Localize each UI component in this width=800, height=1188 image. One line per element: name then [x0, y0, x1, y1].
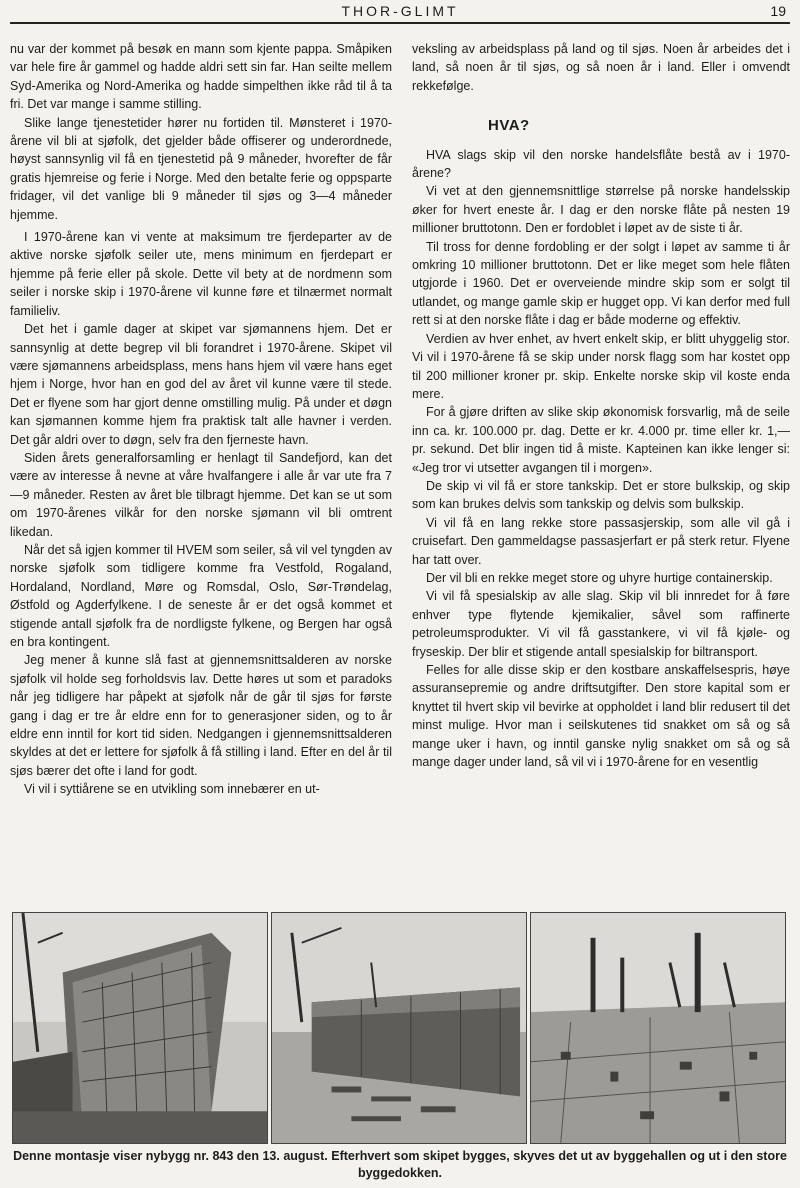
- paragraph: De skip vi vil få er store tankskip. Det er store bulkskip, og skip som kan brukes delvis som tankskip og delvis som bulkskip.: [412, 478, 790, 512]
- paragraph: Verdien av hver enhet, av hvert enkelt skip, er blitt uhyggelig stor. Vi vil i 1970-årene få se skip under norsk flagg som har kostet opp til 200 millioner kroner pr. skip. Enkelte norske skip vil koste enda mere.: [412, 331, 790, 401]
- magazine-title: THOR-GLIMT: [341, 3, 459, 19]
- paragraph: veksling av arbeidsplass på land og til sjøs. Noen år arbeides det i land, så noen år til sjøs, og så noen år i land. Eller i omvendt rekkefølge.: [412, 42, 790, 93]
- paragraph: Vi vil i syttiårene se en utvikling som innebærer en ut-: [24, 782, 320, 797]
- paragraph: I 1970-årene kan vi vente at maksimum tre fjerdeparter av de aktive norske sjøfolk seiler ute, mens minimum en fjerdepart er hjemme på ferie eller på skole. Dette vil bety at de nordmenn som seiler i norske skip i 1970-årene vil kunne føre et tilnærmet normalt familieliv.: [10, 230, 392, 318]
- paragraph: Det het i gamle dager at skipet var sjømannens hjem. Det er sannsynlig at dette begrep vil bli forandret i 1970-årene. Skipet vil være sjømannens arbeidsplass, mens hans hjem vil være hans eget hjem i Norge, hvor han en god del av året vil kunne være til stede. Det er flyene som har gjort denne omstilling mulig. På under et døgn kan sjømannen komme hjem fra praktisk talt alle havner i verden. Det går aldri over to døgn, selv fra den fjerneste havn.: [10, 322, 392, 447]
- paragraph: HVA slags skip vil den norske handelsflåte bestå av i 1970-årene?: [412, 147, 790, 181]
- paragraph: nu var der kommet på besøk en mann som kjente pappa. Småpiken var hele fire år gammel og hadde aldri sett sin far. Han seilte mellem Syd-Amerika og Nord-Amerika og hadde simpelthen ikke råd til å ta fri. Det var mange i samme stilling.: [10, 42, 392, 112]
- right-column: [412, 40, 790, 771]
- photo-building-dock-overview: [530, 912, 786, 1144]
- paragraph: Siden årets generalforsamling er henlagt til Sandefjord, kan det være av interesse å nevne at våre hvalfangere i alle år var ute fra 7—9 måneder. Resten av året ble tilbragt hjemme. Det kan se ut som om 1970-årenes vilkår for den norske sjømann vil bli omtrent likedan.: [10, 450, 392, 539]
- paragraph: Slike lange tjenestetider hører nu fortiden til. Mønsteret i 1970-årene vil bli at sjøfolk, det gjelder både offiserer og underordnede, høyst sannsynlig vil få en tjenestetid på 9 måneder, hvorefter de får gratis hjemreise og ferie i Norge. Med den betalte ferie og oppsparte fridager, vil det vanlige bli 9 måneder til sjøs og 3—4 måneder hjemme.: [10, 115, 392, 222]
- photo-hull-moved-to-dock: [271, 912, 527, 1144]
- page-number: 19: [770, 3, 786, 19]
- paragraph: Vi vil få spesialskip av alle slag. Skip vil bli innredet for å føre enhver type flytende kjemikalier, såvel som raffinerte petroleumsprodukter. Vi vil få gasstankere, vi vil få kjøle- og fryseskip. Der blir et stigende antall spesialskip for biltransport.: [412, 589, 790, 659]
- paragraph: Vi vil få en lang rekke store passasjerskip, som alle vil gå i cruisefart. Den gammeldagse passasjerfart er på sterk retur. Flyene har tatt over.: [412, 515, 790, 567]
- paragraph: Når det så igjen kommer til HVEM som seiler, så vil vel tyngden av norske sjøfolk som tidligere komme fra Vestfold, Rogaland, Hordaland, Nordland, Møre og Romsdal, Oslo, Sør-Trøndelag, Østfold og Agderfylkene. I de seneste år er det også kommet et stigende antall sjøfolk fra de nordligste fylkene, og Bergen har også en bra kontingent.: [10, 542, 392, 649]
- paragraph: Til tross for denne fordobling er der solgt i løpet av samme ti år omkring 10 millioner bruttotonn. Det er like meget som hele flåten utgjorde i 1960. Det er overveiende mindre skip som er solgt til utlandet, og mange gamle skip er hugget opp. Vi kan derfor med full rett si at den norske flåte i dag er både moderne og effektiv.: [412, 239, 790, 328]
- paragraph: Felles for alle disse skip er den kostbare anskaffelsespris, høye assuransepremie og andre driftsutgifter. Den store kapital som er knyttet til hvert skip vil bevirke at oppholdet i land blir redusert til det minst mulige. Hvor man i seilskutenes tid snakket om så og så mange uker i havn, og inntil ganske nylig snakket om så og så mange dager under land, så vil vi i 1970-årene for en vesentlig: [412, 663, 790, 770]
- section-heading: HVA?: [488, 117, 530, 135]
- page-header: [10, 0, 790, 24]
- paragraph: Der vil bli en rekke meget store og uhyre hurtige containerskip.: [426, 570, 773, 585]
- photo-ship-hull-under-construction: [12, 912, 268, 1144]
- photo-caption: Denne montasje viser nybygg nr. 843 den 13. august. Efterhvert som skipet bygges, skyves det ut av byggehallen og ut i den store byggedokken.: [13, 1149, 787, 1180]
- left-column: [10, 40, 392, 799]
- paragraph: Jeg mener å kunne slå fast at gjennemsnittsalderen av norske sjøfolk vil holde seg forholdsvis lav. Dette høres ut som et paradoks når jeg tidligere har påpekt at sjøfolk når de går til sjøs for første gang i dag er tre år eldre enn for to generasjoner siden, og to år eldre enn inntil for kort tid siden. Nedgangen i gjennemsnittsalderen skyldes at det er lettere for sjøfolk å få stilling i land. Efter en del år til sjøs bærer det ofte i land for godt.: [10, 653, 392, 778]
- paragraph: Vi vet at den gjennemsnittlige størrelse på norske handelsskip øker for hvert eneste år. I dag er den norske flåte på nesten 19 millioner bruttotonn. Den er fordoblet i løpet av de siste ti år.: [412, 184, 790, 236]
- paragraph: For å gjøre driften av slike skip økonomisk forsvarlig, må de seile inn ca. kr. 100.000 pr. dag. Dette er kr. 4.000 pr. time eller kr. 1,— pr. sekund. Det blir ingen tid å miste. Kapteinen kan ikke lenger si: «Jeg tror vi utsetter avgangen til i morgen».: [412, 405, 790, 475]
- photo-montage: [12, 912, 786, 1144]
